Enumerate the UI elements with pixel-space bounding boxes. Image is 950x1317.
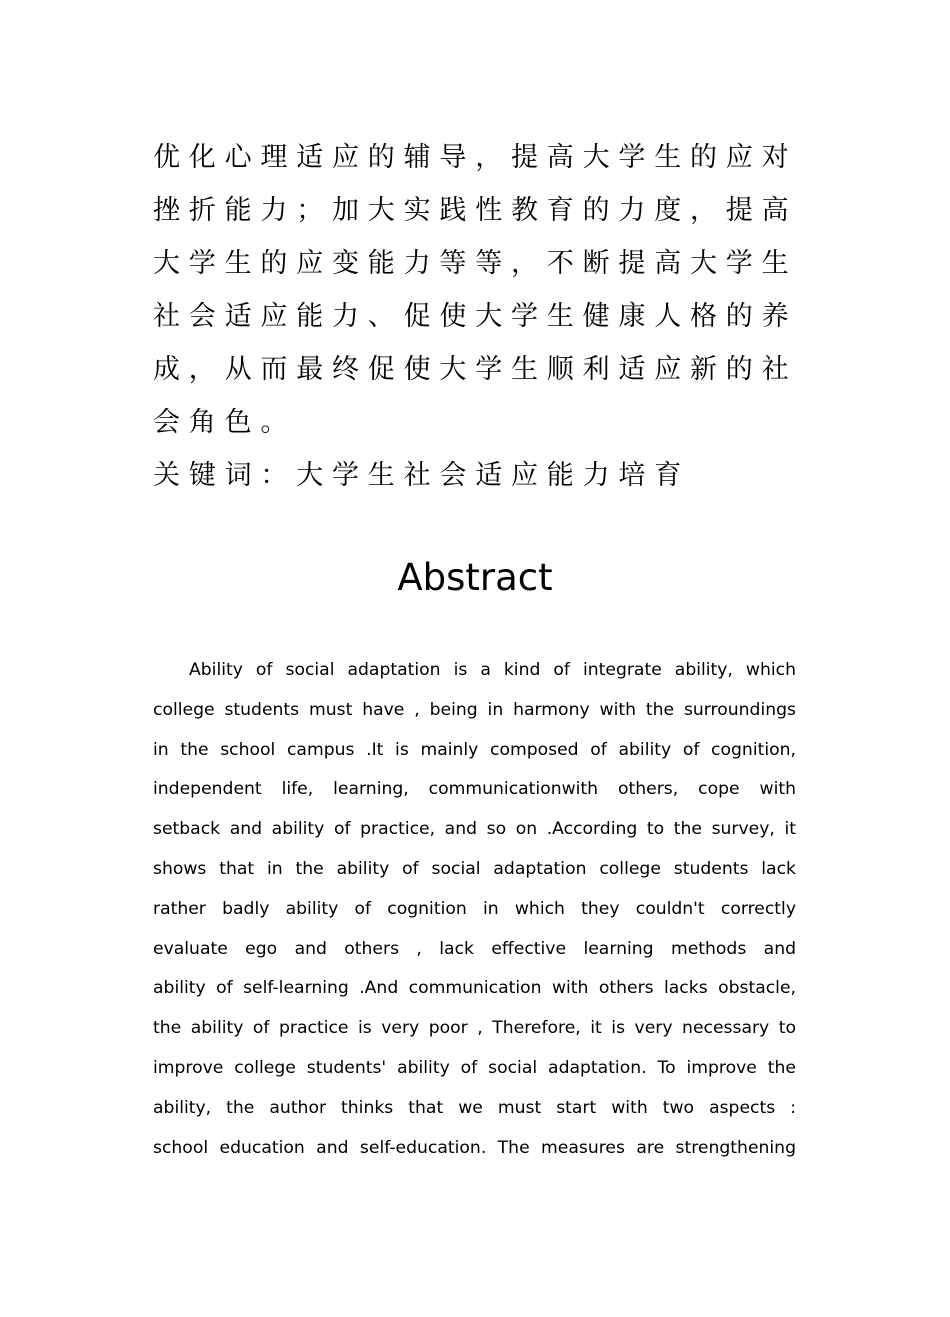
chinese-abstract-text bbox=[153, 131, 798, 502]
text-line: Ability of social adaptation is a kind of integrate ability, which bbox=[189, 660, 796, 680]
text-line: independent life, learning, communicationwith others, cope with bbox=[153, 779, 796, 800]
text-line: school education and self-education. The measures are strengthening bbox=[153, 1137, 796, 1158]
text-line: setback and ability of practice, and so on .According to the survey, it bbox=[153, 819, 796, 840]
english-abstract-text bbox=[153, 651, 796, 1168]
text-line: 成，从而最终促使大学生顺利适应新的社 bbox=[153, 354, 798, 385]
text-line: the ability of practice is very poor , Therefore, it is very necessary to bbox=[153, 1018, 796, 1039]
abstract-heading: Abstract bbox=[397, 556, 553, 599]
text-line: in the school campus .It is mainly composed of ability of cognition, bbox=[153, 739, 796, 760]
text-line: 优化心理适应的辅导，提高大学生的应对 bbox=[153, 142, 798, 173]
keywords-line: 关键词：大学生社会适应能力培育 bbox=[153, 460, 690, 491]
text-line: 挫折能力；加大实践性教育的力度，提高 bbox=[153, 195, 798, 226]
text-line: evaluate ego and others , lack effective learning methods and bbox=[153, 938, 796, 959]
text-line: rather badly ability of cognition in which they couldn't correctly bbox=[153, 898, 796, 919]
text-line: 大学生的应变能力等等，不断提高大学生 bbox=[153, 248, 798, 279]
text-line: 社会适应能力、促使大学生健康人格的养 bbox=[153, 301, 798, 332]
text-line: improve college students' ability of social adaptation. To improve the bbox=[153, 1057, 796, 1078]
text-line: ability, the author thinks that we must start with two aspects : bbox=[153, 1097, 796, 1118]
text-line: 会角色。 bbox=[153, 407, 297, 438]
text-line: college students must have , being in harmony with the surroundings bbox=[153, 699, 796, 720]
text-line: ability of self-learning .And communication with others lacks obstacle, bbox=[153, 978, 796, 999]
text-line: shows that in the ability of social adaptation college students lack bbox=[153, 858, 796, 879]
